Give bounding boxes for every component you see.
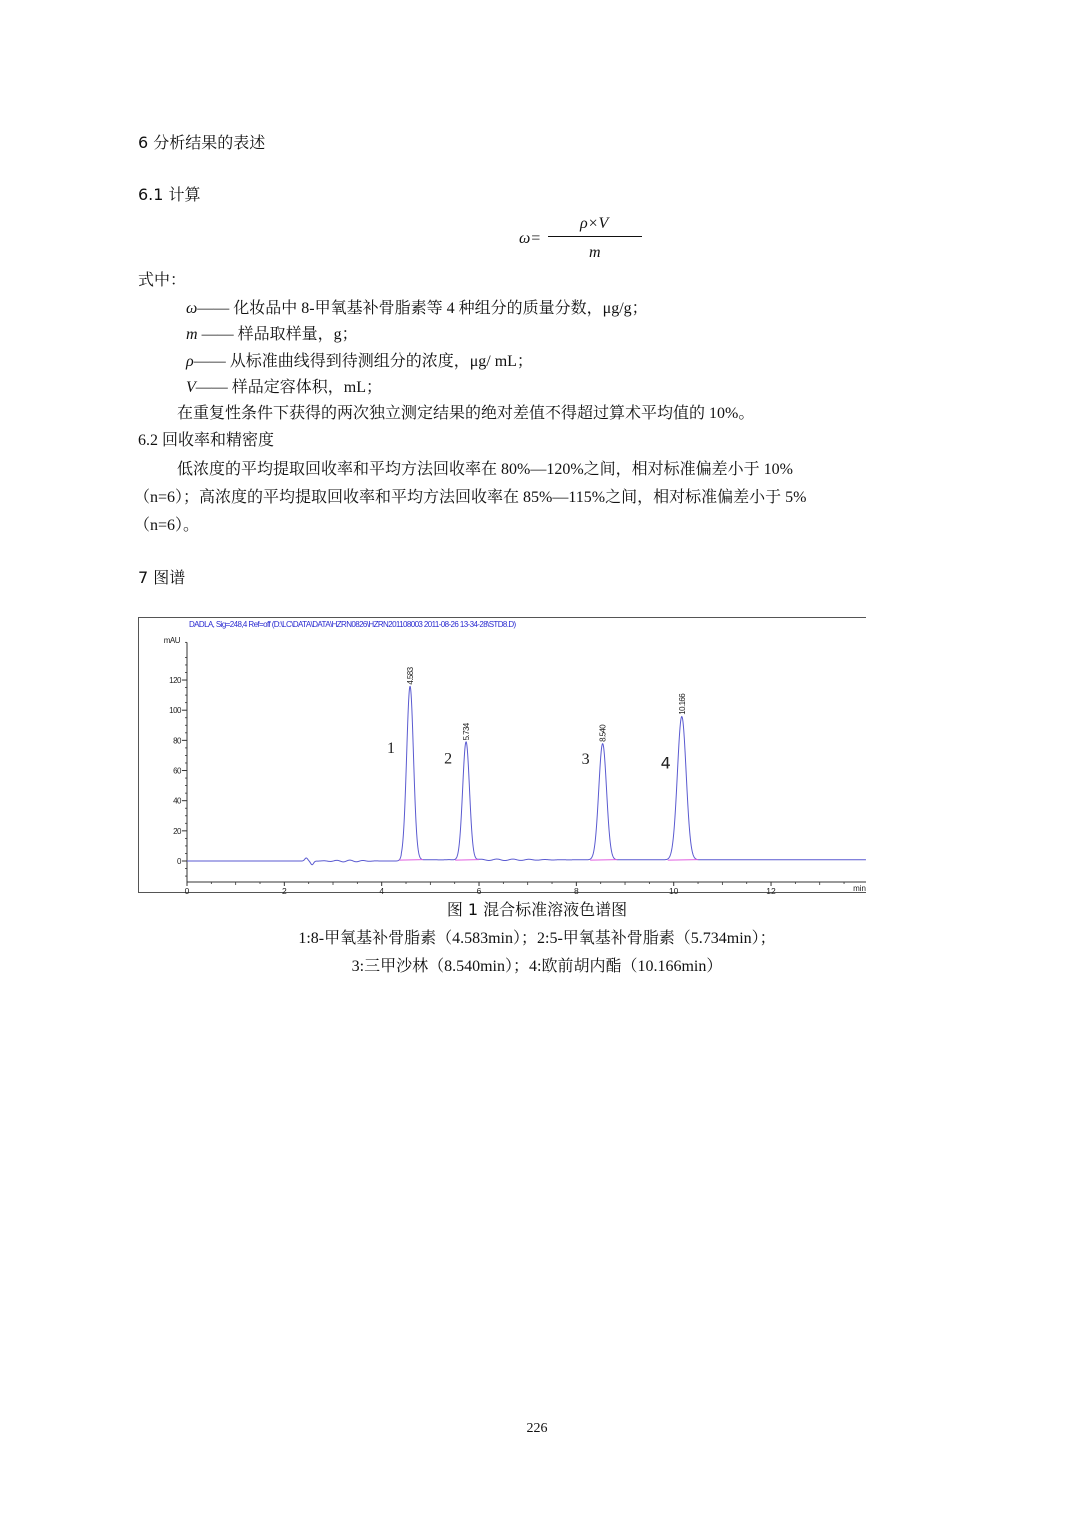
formula-numerator: ρ×V bbox=[580, 215, 609, 232]
section-7-heading: 7 图谱 bbox=[138, 568, 186, 587]
definition-rho bbox=[186, 352, 533, 372]
peak-rt-label: 5.734 bbox=[462, 723, 472, 741]
page-number: 226 bbox=[526, 1421, 548, 1436]
chart-title: DADLA, Sig=248,4 Ref=off (D:\LC\DATA\DATA\HZRN0826\HZRN201108003 2011-08-26 13-34-28\STD8.D) bbox=[189, 620, 516, 629]
def-text: 样品定容体积，mL； bbox=[227, 379, 383, 396]
def-symbol: ω bbox=[186, 300, 198, 317]
def-symbol: ρ bbox=[186, 353, 194, 370]
recovery-paragraph-line-1: 低浓度的平均提取回收率和平均方法回收率在 80%—120%之间，相对标准偏差小于 10% bbox=[177, 461, 793, 478]
x-tick-label: 0 bbox=[184, 886, 190, 895]
y-tick-label: 120 bbox=[169, 676, 181, 686]
formula-denominator: m bbox=[589, 244, 601, 261]
peak-number: 3 bbox=[581, 751, 590, 769]
recovery-paragraph-line-3: （n=6）。 bbox=[134, 517, 200, 534]
peak-number: 1 bbox=[387, 739, 396, 757]
peak-labels bbox=[387, 666, 687, 772]
peak-rt-label: 4.583 bbox=[406, 667, 416, 685]
def-text: 从标准曲线得到待测组分的浓度，μg/ mL； bbox=[225, 353, 533, 370]
definition-v bbox=[186, 378, 382, 398]
repeatability-note: 在重复性条件下获得的两次独立测定结果的绝对差值不得超过算术平均值的 10%。 bbox=[177, 405, 755, 422]
def-symbol: m bbox=[186, 326, 198, 343]
def-dash: —— bbox=[197, 300, 230, 317]
figure-title: 图 1 混合标准溶液色谱图 bbox=[446, 900, 628, 919]
x-tick-label: 4 bbox=[379, 886, 385, 895]
definition-m bbox=[186, 325, 358, 345]
def-text: 化妆品中 8-甲氧基补骨脂素等 4 种组分的质量分数，μg/g； bbox=[229, 300, 648, 317]
def-dash: —— bbox=[197, 326, 234, 343]
formula-lhs: ω= bbox=[519, 230, 542, 247]
x-tick-label: 8 bbox=[573, 886, 579, 895]
y-tick-label: 80 bbox=[173, 736, 181, 746]
y-tick-label: 60 bbox=[173, 766, 181, 776]
section-6-2-heading: 6.2 回收率和精密度 bbox=[138, 432, 275, 449]
peak-number: 4 bbox=[660, 753, 671, 773]
y-tick-label: 0 bbox=[177, 857, 181, 866]
x-tick-label: 2 bbox=[281, 886, 287, 895]
def-symbol: V bbox=[186, 379, 196, 396]
x-tick-label: 12 bbox=[766, 886, 776, 895]
y-tick-label: 20 bbox=[173, 826, 181, 836]
peak-rt-label: 10.166 bbox=[677, 693, 687, 715]
peak-rt-label: 8.540 bbox=[598, 724, 608, 742]
y-tick-label: 40 bbox=[173, 796, 181, 806]
where-label: 式中： bbox=[138, 272, 187, 289]
x-axis-label: min bbox=[853, 884, 866, 893]
figure-legend-line-1: 1:8-甲氧基补骨脂素（4.583min）；2:5-甲氧基补骨脂素（5.734min）； bbox=[298, 930, 776, 947]
y-axis-label: mAU bbox=[163, 636, 180, 645]
def-dash: —— bbox=[193, 353, 226, 370]
traces bbox=[187, 686, 866, 864]
axes bbox=[169, 642, 866, 895]
y-tick-label: 100 bbox=[169, 706, 181, 716]
section-6-heading: 6 分析结果的表述 bbox=[138, 133, 266, 152]
recovery-paragraph-line-2: （n=6）；高浓度的平均提取回收率和平均方法回收率在 85%—115%之间，相对标准偏差小于 5% bbox=[134, 489, 807, 506]
definition-omega bbox=[186, 299, 648, 319]
chromatogram bbox=[138, 617, 868, 895]
signal-trace bbox=[187, 686, 866, 864]
peak-number: 2 bbox=[444, 750, 453, 768]
figure-legend-line-2: 3:三甲沙林（8.540min）；4:欧前胡内酯（10.166min） bbox=[351, 958, 723, 975]
def-dash: —— bbox=[195, 379, 228, 396]
x-tick-label: 6 bbox=[476, 886, 482, 895]
x-tick-label: 10 bbox=[668, 886, 679, 895]
fraction-bar bbox=[548, 236, 642, 237]
def-text: 样品取样量，g； bbox=[233, 326, 358, 343]
section-6-1-heading: 6.1 计算 bbox=[138, 185, 201, 204]
